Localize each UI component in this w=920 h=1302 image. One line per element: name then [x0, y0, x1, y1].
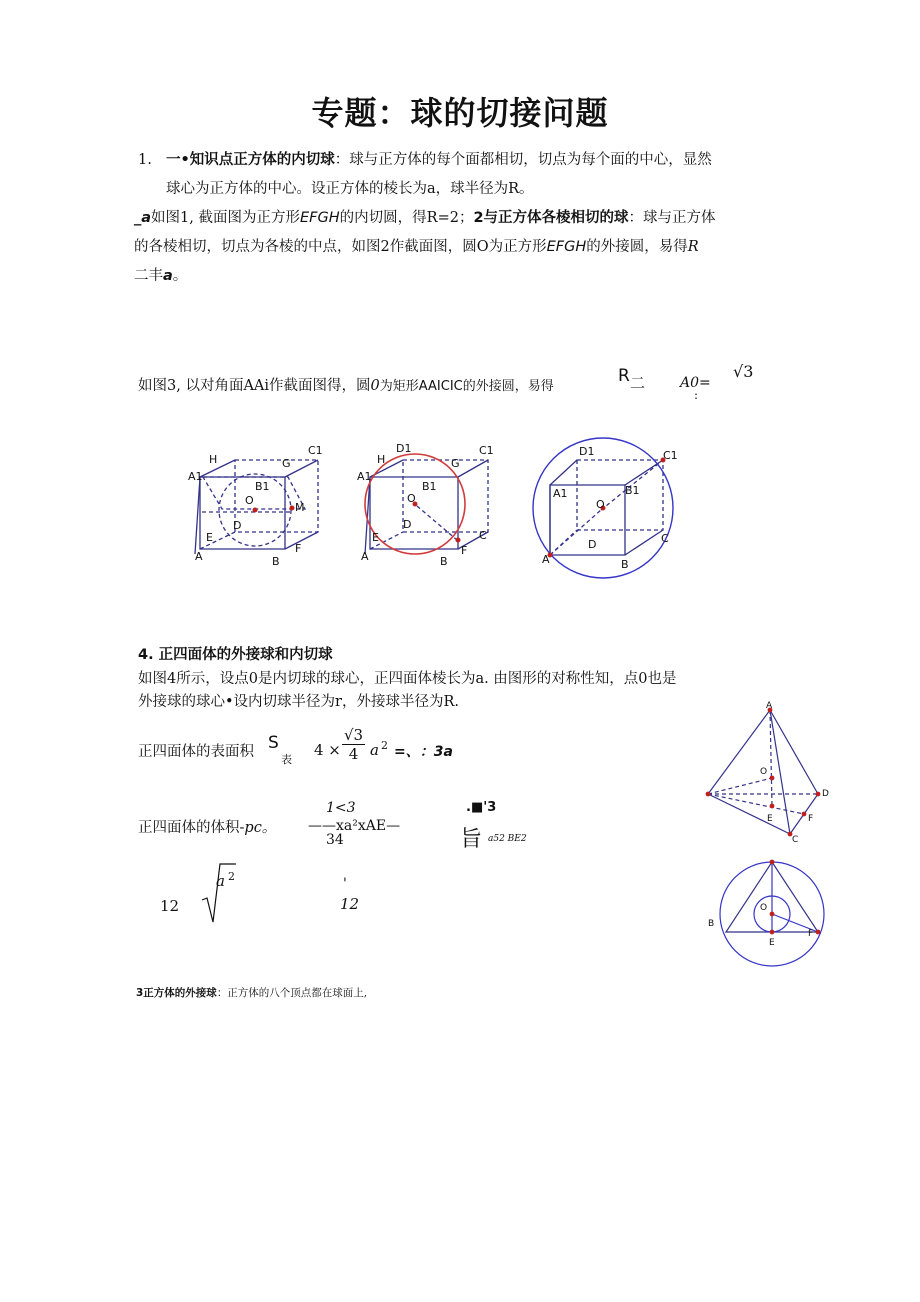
- tet-C: C: [792, 835, 799, 845]
- f3-C: C: [661, 532, 669, 545]
- radicand-sq: 2: [228, 870, 235, 883]
- area-tail: =、：3a: [394, 744, 453, 760]
- f2-H: H: [377, 453, 386, 466]
- f2-B: B: [440, 555, 448, 568]
- volume-mid: ——xa²xAE—: [308, 818, 401, 834]
- volume-label: 正四面体的体积-pc。: [138, 820, 277, 836]
- f1-A1: A1: [188, 470, 203, 483]
- area-label: 正四面体的表面积: [138, 744, 254, 760]
- f3-A1: A1: [553, 487, 568, 500]
- section1-line2: 球心为正方体的中心。设正方体的棱长为a，球半径为R。: [166, 181, 534, 197]
- area-sq: 2: [381, 739, 388, 752]
- tet-A: A: [766, 701, 773, 711]
- section1-line5: 二丰a。: [134, 268, 188, 284]
- f1-M: M: [295, 501, 305, 514]
- area-S: S: [268, 733, 279, 753]
- eq-12: 12: [160, 897, 180, 915]
- tet-O: O: [760, 767, 768, 777]
- section4-heading: 4. 正四面体的外接球和内切球: [138, 647, 333, 663]
- f1-C1: C1: [308, 444, 323, 457]
- f2-C: C: [479, 529, 487, 542]
- radicand-a: a: [216, 872, 225, 890]
- area-a: a: [370, 741, 379, 759]
- f2-F: F: [461, 544, 468, 557]
- cube-figures: [185, 432, 705, 584]
- figure-2-cube: [365, 460, 488, 554]
- volume-r1: .■'3: [466, 800, 497, 815]
- f3-B1: B1: [625, 484, 640, 497]
- volume-r3: a52 BE2: [488, 834, 527, 844]
- f3-O: O: [596, 498, 605, 511]
- tetrahedron-figure: [700, 698, 840, 850]
- f2-B1: B1: [422, 480, 437, 493]
- f3-D: D: [588, 538, 597, 551]
- volume-r2: 旨: [460, 827, 483, 852]
- volume-den: 34: [326, 832, 344, 848]
- f1-F: F: [295, 542, 302, 555]
- tet-F: F: [808, 814, 814, 824]
- f1-H: H: [209, 453, 218, 466]
- f2-O: O: [407, 492, 416, 505]
- f2-D1: D1: [396, 442, 412, 455]
- volume-num: 1<3: [326, 800, 356, 816]
- section3-line: 3正方体的外接球：正方体的八个顶点都在球面上,: [136, 987, 368, 999]
- eq-mark: ': [343, 876, 347, 892]
- f2-G: G: [451, 457, 460, 470]
- fig3-eq: 二: [630, 374, 646, 392]
- section4-p2: 外接球的球心•设内切球半径为r，外接球半径为R.: [138, 694, 460, 710]
- fig3-mark: :: [694, 388, 699, 402]
- area-4x: 4 ×: [314, 741, 341, 759]
- f3-D1: D1: [579, 445, 595, 458]
- fig3-R: R: [618, 366, 630, 386]
- figure-3-cube: [550, 460, 663, 555]
- f2-C1: C1: [479, 444, 494, 457]
- page-title: 专题：球的切接问题: [311, 94, 609, 132]
- circ-O: O: [760, 903, 768, 913]
- section1-line4: 的各棱相切，切点为各棱的中点，如图2作截面图，圆O为正方形EFGH的外接圆，易得R: [134, 239, 699, 255]
- f1-D: D: [233, 519, 242, 532]
- f2-A: A: [361, 550, 369, 563]
- tet-D: D: [822, 789, 829, 799]
- circ-E: E: [769, 938, 775, 948]
- area-fraction: $\frac{√3}{4}$: [344, 726, 364, 763]
- area-S-sub: 表: [281, 753, 292, 766]
- tet-E: E: [767, 814, 773, 824]
- fig3-ao: A0=: [680, 375, 711, 391]
- f1-G: G: [282, 457, 291, 470]
- section1-line1: 一•知识点正方体的内切球：球与正方体的每个面都相切，切点为每个面的中心，显然: [166, 152, 712, 168]
- section4-p1: 如图4所示，设点0是内切球的球心，正四面体棱长为a. 由图形的对称性知，点0也是: [138, 671, 677, 687]
- f1-E: E: [206, 531, 213, 544]
- f1-B: B: [272, 555, 280, 568]
- fig3-caption: 如图3, 以对角面AAi作截面图得，圆0为矩形AAICIC的外接圆，易得: [138, 378, 554, 394]
- f2-D: D: [403, 518, 412, 531]
- f3-C1: C1: [663, 449, 678, 462]
- f2-E: E: [372, 531, 379, 544]
- f3-A: A: [542, 553, 550, 566]
- circ-F: F: [808, 929, 814, 939]
- f1-O: O: [245, 494, 254, 507]
- eq-x12: 12: [340, 895, 360, 913]
- f3-B: B: [621, 558, 629, 571]
- section1-line3: _a如图1, 截面图为正方形EFGH的内切圆，得R=2；2与正方体各棱相切的球：球与正方体: [134, 210, 716, 226]
- f1-A: A: [195, 550, 203, 563]
- cross-section-figure: [704, 856, 828, 968]
- f2-A1: A1: [357, 470, 372, 483]
- circ-B: B: [708, 919, 715, 929]
- fig3-sqrt3: √3: [733, 362, 754, 381]
- item-number: 1.: [138, 152, 152, 168]
- f1-B1: B1: [255, 480, 270, 493]
